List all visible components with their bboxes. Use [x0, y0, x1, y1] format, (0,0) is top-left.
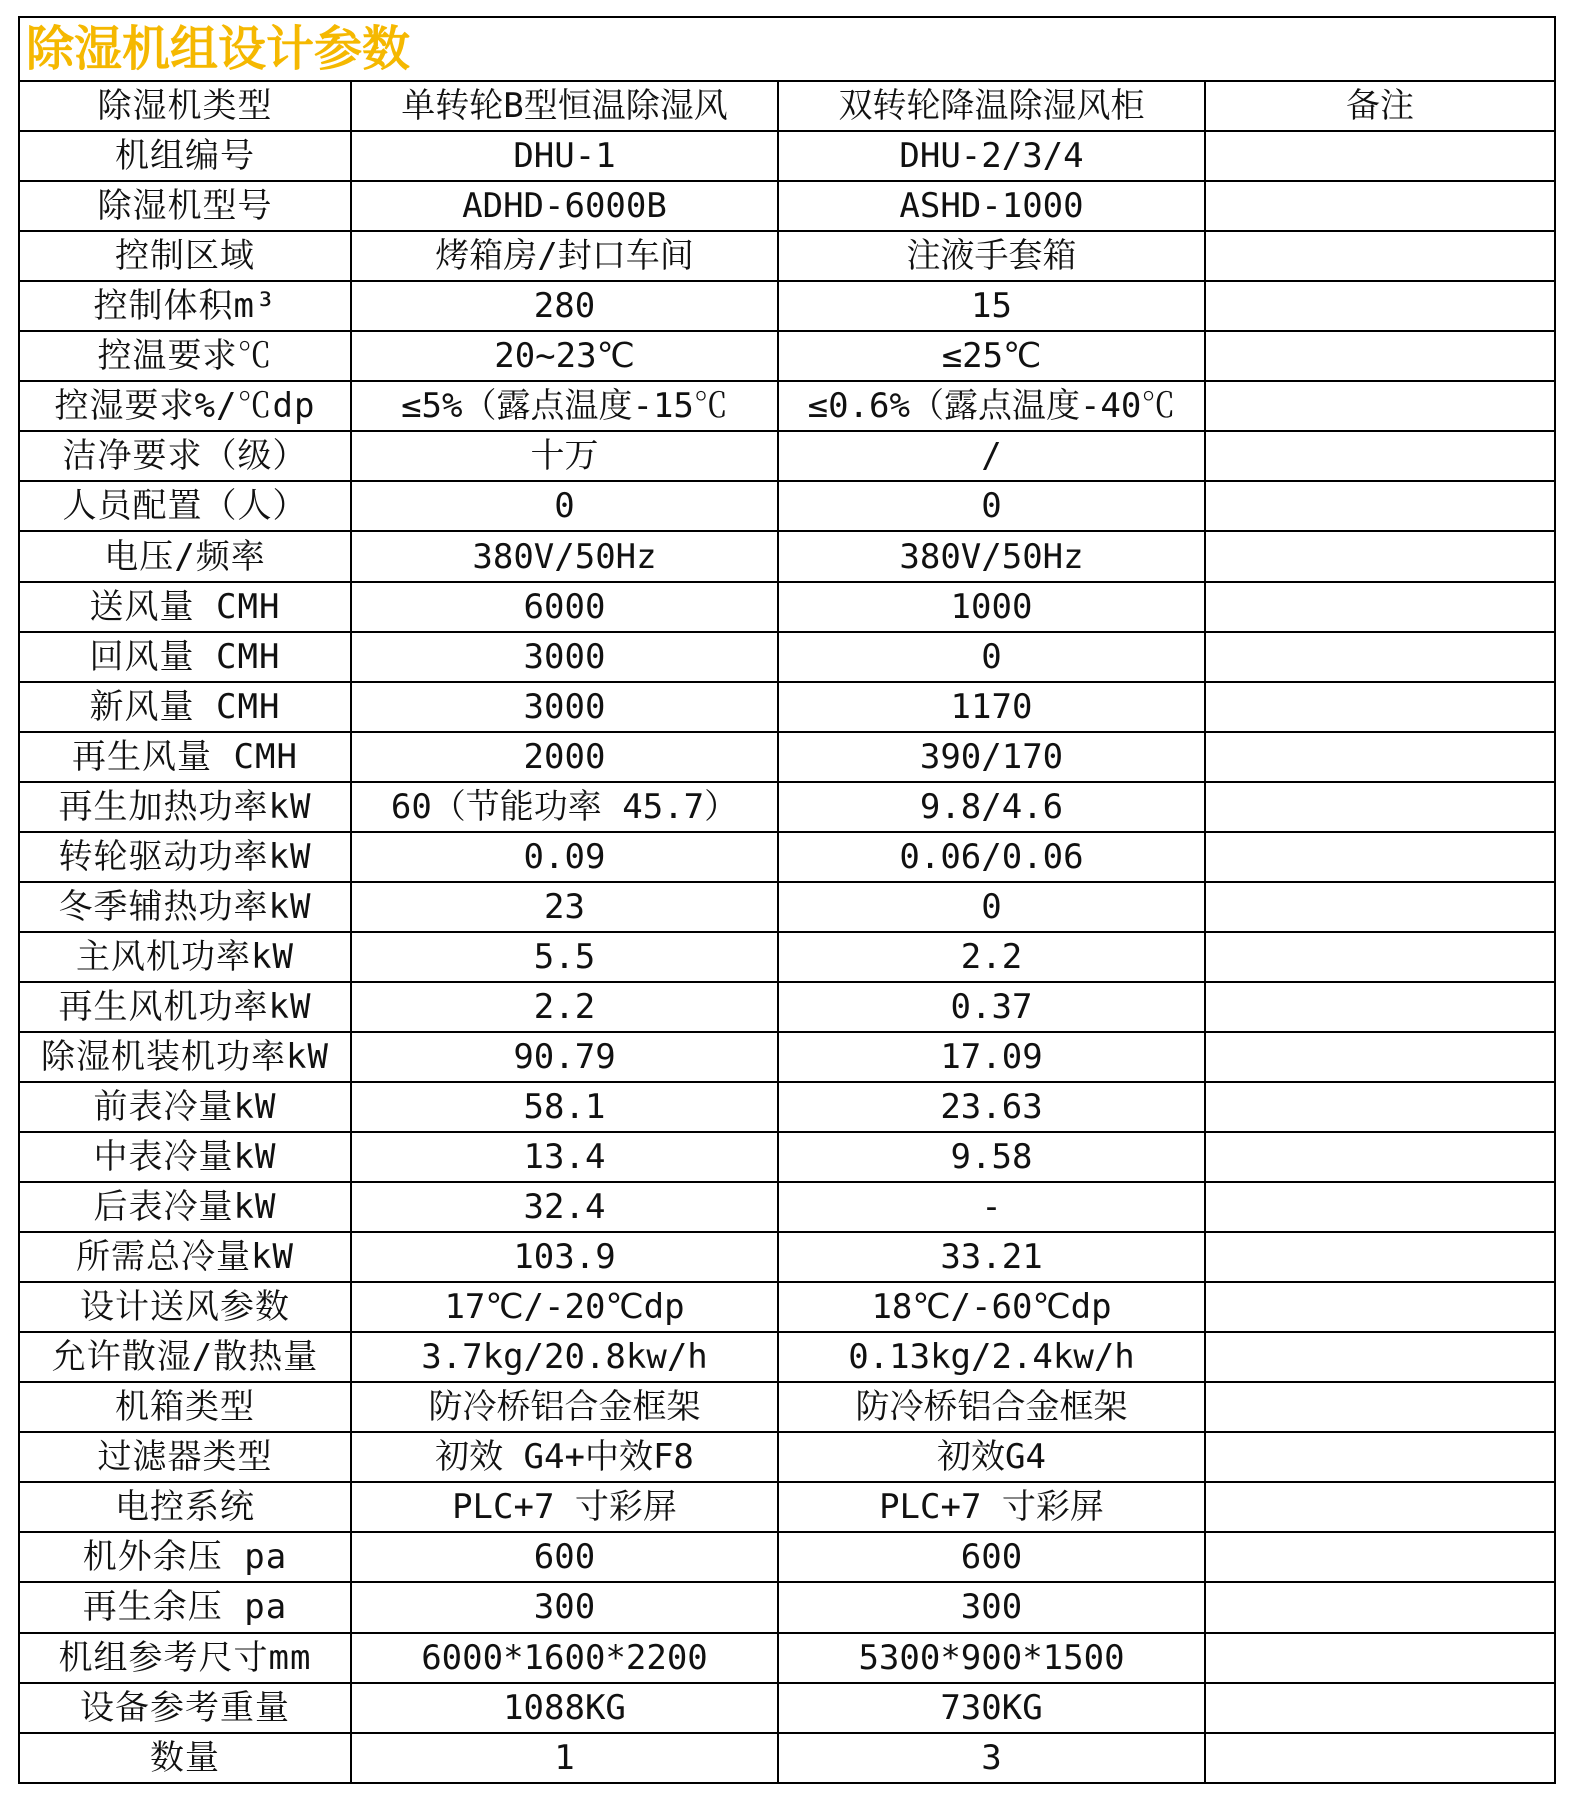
double-wheel-value-cell: 3: [778, 1733, 1205, 1783]
table-row: [19, 1633, 1555, 1683]
table-row: [19, 181, 1555, 231]
table-row: [19, 331, 1555, 381]
param-label-cell: 再生加热功率kW: [19, 782, 351, 832]
table-row: [19, 882, 1555, 932]
table-row: [19, 1232, 1555, 1282]
remark-cell: [1205, 1332, 1555, 1382]
double-wheel-value-cell: 15: [778, 281, 1205, 331]
remark-cell: [1205, 1532, 1555, 1582]
param-label-cell: 设备参考重量: [19, 1683, 351, 1733]
remark-cell: [1205, 1733, 1555, 1783]
param-label-cell: 允许散湿/散热量: [19, 1332, 351, 1382]
single-wheel-value-cell: DHU-1: [351, 131, 778, 181]
single-wheel-value-cell: 17℃/-20℃dp: [351, 1282, 778, 1332]
remark-cell: [1205, 1582, 1555, 1632]
param-label-cell: 机组编号: [19, 131, 351, 181]
table-title: 除湿机组设计参数: [19, 17, 1555, 81]
double-wheel-value-cell: PLC+7 寸彩屏: [778, 1482, 1205, 1532]
param-label-cell: 机箱类型: [19, 1382, 351, 1432]
param-label-cell: 控温要求℃: [19, 331, 351, 381]
double-wheel-value-cell: -: [778, 1182, 1205, 1232]
table-row: [19, 982, 1555, 1032]
param-label-cell: 再生风机功率kW: [19, 982, 351, 1032]
double-wheel-value-cell: 9.8/4.6: [778, 782, 1205, 832]
param-label-cell: 电压/频率: [19, 531, 351, 581]
remark-cell: [1205, 431, 1555, 481]
single-wheel-value-cell: 烤箱房/封口车间: [351, 231, 778, 281]
double-wheel-value-cell: 防冷桥铝合金框架: [778, 1382, 1205, 1432]
param-label-cell: 除湿机装机功率kW: [19, 1032, 351, 1082]
remark-cell: [1205, 331, 1555, 381]
remark-cell: [1205, 682, 1555, 732]
header-row: [19, 81, 1555, 131]
param-label-cell: 数量: [19, 1733, 351, 1783]
single-wheel-value-cell: 23: [351, 882, 778, 932]
double-wheel-value-cell: 300: [778, 1582, 1205, 1632]
single-wheel-value-cell: PLC+7 寸彩屏: [351, 1482, 778, 1532]
remark-cell: [1205, 231, 1555, 281]
param-label-cell: 控制体积m³: [19, 281, 351, 331]
param-label-cell: 再生风量 CMH: [19, 732, 351, 782]
table-row: [19, 1082, 1555, 1132]
single-wheel-value-cell: 20~23℃: [351, 331, 778, 381]
param-label-cell: 控制区域: [19, 231, 351, 281]
param-label-cell: 洁净要求（级）: [19, 431, 351, 481]
dehumidifier-parameter-table: [18, 16, 1556, 1784]
remark-cell: [1205, 1432, 1555, 1482]
remark-cell: [1205, 531, 1555, 581]
remark-cell: [1205, 932, 1555, 982]
param-label-cell: 设计送风参数: [19, 1282, 351, 1332]
double-wheel-value-cell: ≤25℃: [778, 331, 1205, 381]
double-wheel-value-cell: 2.2: [778, 932, 1205, 982]
param-label-cell: 主风机功率kW: [19, 932, 351, 982]
single-wheel-value-cell: 90.79: [351, 1032, 778, 1082]
table-row: [19, 381, 1555, 431]
table-row: [19, 1132, 1555, 1182]
remark-cell: [1205, 732, 1555, 782]
double-wheel-value-cell: 9.58: [778, 1132, 1205, 1182]
single-wheel-value-cell: 300: [351, 1582, 778, 1632]
double-wheel-value-cell: /: [778, 431, 1205, 481]
remark-cell: [1205, 582, 1555, 632]
single-wheel-value-cell: 1: [351, 1733, 778, 1783]
double-wheel-value-cell: 0: [778, 882, 1205, 932]
single-wheel-value-cell: 280: [351, 281, 778, 331]
title-row: [19, 17, 1555, 81]
remark-cell: [1205, 832, 1555, 882]
remark-cell: [1205, 1182, 1555, 1232]
remark-cell: [1205, 181, 1555, 231]
table-row: [19, 732, 1555, 782]
table-row: [19, 531, 1555, 581]
param-label-cell: 送风量 CMH: [19, 582, 351, 632]
table-row: [19, 1182, 1555, 1232]
double-wheel-value-cell: 0.37: [778, 982, 1205, 1032]
param-label-cell: 后表冷量kW: [19, 1182, 351, 1232]
single-wheel-value-cell: 60（节能功率 45.7）: [351, 782, 778, 832]
remark-cell: [1205, 1482, 1555, 1532]
param-label-cell: 人员配置（人）: [19, 481, 351, 531]
remark-cell: [1205, 1232, 1555, 1282]
table-row: [19, 231, 1555, 281]
single-wheel-value-cell: 3.7kg/20.8kw/h: [351, 1332, 778, 1382]
double-wheel-value-cell: 600: [778, 1532, 1205, 1582]
single-wheel-value-cell: 十万: [351, 431, 778, 481]
table-row: [19, 1582, 1555, 1632]
table-row: [19, 131, 1555, 181]
double-wheel-value-cell: 730KG: [778, 1683, 1205, 1733]
double-wheel-value-cell: 1000: [778, 582, 1205, 632]
table-row: [19, 1432, 1555, 1482]
single-wheel-value-cell: 6000: [351, 582, 778, 632]
table-row: [19, 1482, 1555, 1532]
remark-cell: [1205, 381, 1555, 431]
param-label-cell: 过滤器类型: [19, 1432, 351, 1482]
single-wheel-value-cell: ADHD-6000B: [351, 181, 778, 231]
double-wheel-value-cell: 0.06/0.06: [778, 832, 1205, 882]
table-row: [19, 632, 1555, 682]
param-label-cell: 所需总冷量kW: [19, 1232, 351, 1282]
table-row: [19, 431, 1555, 481]
table-row: [19, 582, 1555, 632]
double-wheel-value-cell: 初效G4: [778, 1432, 1205, 1482]
param-label-cell: 再生余压 pa: [19, 1582, 351, 1632]
param-label-cell: 转轮驱动功率kW: [19, 832, 351, 882]
remark-cell: [1205, 481, 1555, 531]
param-label-cell: 电控系统: [19, 1482, 351, 1532]
param-label-cell: 前表冷量kW: [19, 1082, 351, 1132]
remark-cell: [1205, 1633, 1555, 1683]
param-label-cell: 冬季辅热功率kW: [19, 882, 351, 932]
remark-cell: [1205, 882, 1555, 932]
single-wheel-value-cell: 1088KG: [351, 1683, 778, 1733]
double-wheel-value-cell: 33.21: [778, 1232, 1205, 1282]
remark-cell: [1205, 281, 1555, 331]
param-label-cell: 机组参考尺寸mm: [19, 1633, 351, 1683]
remark-cell: [1205, 1683, 1555, 1733]
table-row: [19, 782, 1555, 832]
table-row: [19, 1032, 1555, 1082]
double-wheel-value-cell: 18℃/-60℃dp: [778, 1282, 1205, 1332]
table-row: [19, 1382, 1555, 1432]
remark-cell: [1205, 1132, 1555, 1182]
header-remarks: 备注: [1205, 81, 1555, 131]
remark-cell: [1205, 1382, 1555, 1432]
double-wheel-value-cell: 1170: [778, 682, 1205, 732]
single-wheel-value-cell: 2000: [351, 732, 778, 782]
single-wheel-value-cell: 380V/50Hz: [351, 531, 778, 581]
single-wheel-value-cell: ≤5%（露点温度-15℃: [351, 381, 778, 431]
single-wheel-value-cell: 32.4: [351, 1182, 778, 1232]
double-wheel-value-cell: 380V/50Hz: [778, 531, 1205, 581]
double-wheel-value-cell: 5300*900*1500: [778, 1633, 1205, 1683]
table-row: [19, 281, 1555, 331]
single-wheel-value-cell: 5.5: [351, 932, 778, 982]
double-wheel-value-cell: 17.09: [778, 1032, 1205, 1082]
double-wheel-value-cell: ≤0.6%（露点温度-40℃: [778, 381, 1205, 431]
header-single-wheel: 单转轮B型恒温除湿风: [351, 81, 778, 131]
single-wheel-value-cell: 58.1: [351, 1082, 778, 1132]
param-label-cell: 新风量 CMH: [19, 682, 351, 732]
single-wheel-value-cell: 3000: [351, 682, 778, 732]
double-wheel-value-cell: 0: [778, 481, 1205, 531]
table-row: [19, 1733, 1555, 1783]
single-wheel-value-cell: 0.09: [351, 832, 778, 882]
remark-cell: [1205, 782, 1555, 832]
header-double-wheel: 双转轮降温除湿风柜: [778, 81, 1205, 131]
param-label-cell: 机外余压 pa: [19, 1532, 351, 1582]
table-row: [19, 1282, 1555, 1332]
remark-cell: [1205, 131, 1555, 181]
table-row: [19, 1683, 1555, 1733]
single-wheel-value-cell: 600: [351, 1532, 778, 1582]
single-wheel-value-cell: 防冷桥铝合金框架: [351, 1382, 778, 1432]
double-wheel-value-cell: 0.13kg/2.4kw/h: [778, 1332, 1205, 1382]
remark-cell: [1205, 632, 1555, 682]
double-wheel-value-cell: 注液手套箱: [778, 231, 1205, 281]
single-wheel-value-cell: 0: [351, 481, 778, 531]
remark-cell: [1205, 1282, 1555, 1332]
single-wheel-value-cell: 2.2: [351, 982, 778, 1032]
table-row: [19, 1532, 1555, 1582]
table-row: [19, 932, 1555, 982]
single-wheel-value-cell: 6000*1600*2200: [351, 1633, 778, 1683]
table-row: [19, 682, 1555, 732]
remark-cell: [1205, 1082, 1555, 1132]
param-label-cell: 中表冷量kW: [19, 1132, 351, 1182]
single-wheel-value-cell: 103.9: [351, 1232, 778, 1282]
single-wheel-value-cell: 3000: [351, 632, 778, 682]
table-row: [19, 1332, 1555, 1382]
header-dehumidifier-type: 除湿机类型: [19, 81, 351, 131]
double-wheel-value-cell: 390/170: [778, 732, 1205, 782]
param-label-cell: 回风量 CMH: [19, 632, 351, 682]
remark-cell: [1205, 982, 1555, 1032]
double-wheel-value-cell: 23.63: [778, 1082, 1205, 1132]
single-wheel-value-cell: 初效 G4+中效F8: [351, 1432, 778, 1482]
single-wheel-value-cell: 13.4: [351, 1132, 778, 1182]
table-row: [19, 832, 1555, 882]
double-wheel-value-cell: DHU-2/3/4: [778, 131, 1205, 181]
param-label-cell: 控湿要求%/℃dp: [19, 381, 351, 431]
param-label-cell: 除湿机型号: [19, 181, 351, 231]
double-wheel-value-cell: ASHD-1000: [778, 181, 1205, 231]
remark-cell: [1205, 1032, 1555, 1082]
table-row: [19, 481, 1555, 531]
double-wheel-value-cell: 0: [778, 632, 1205, 682]
